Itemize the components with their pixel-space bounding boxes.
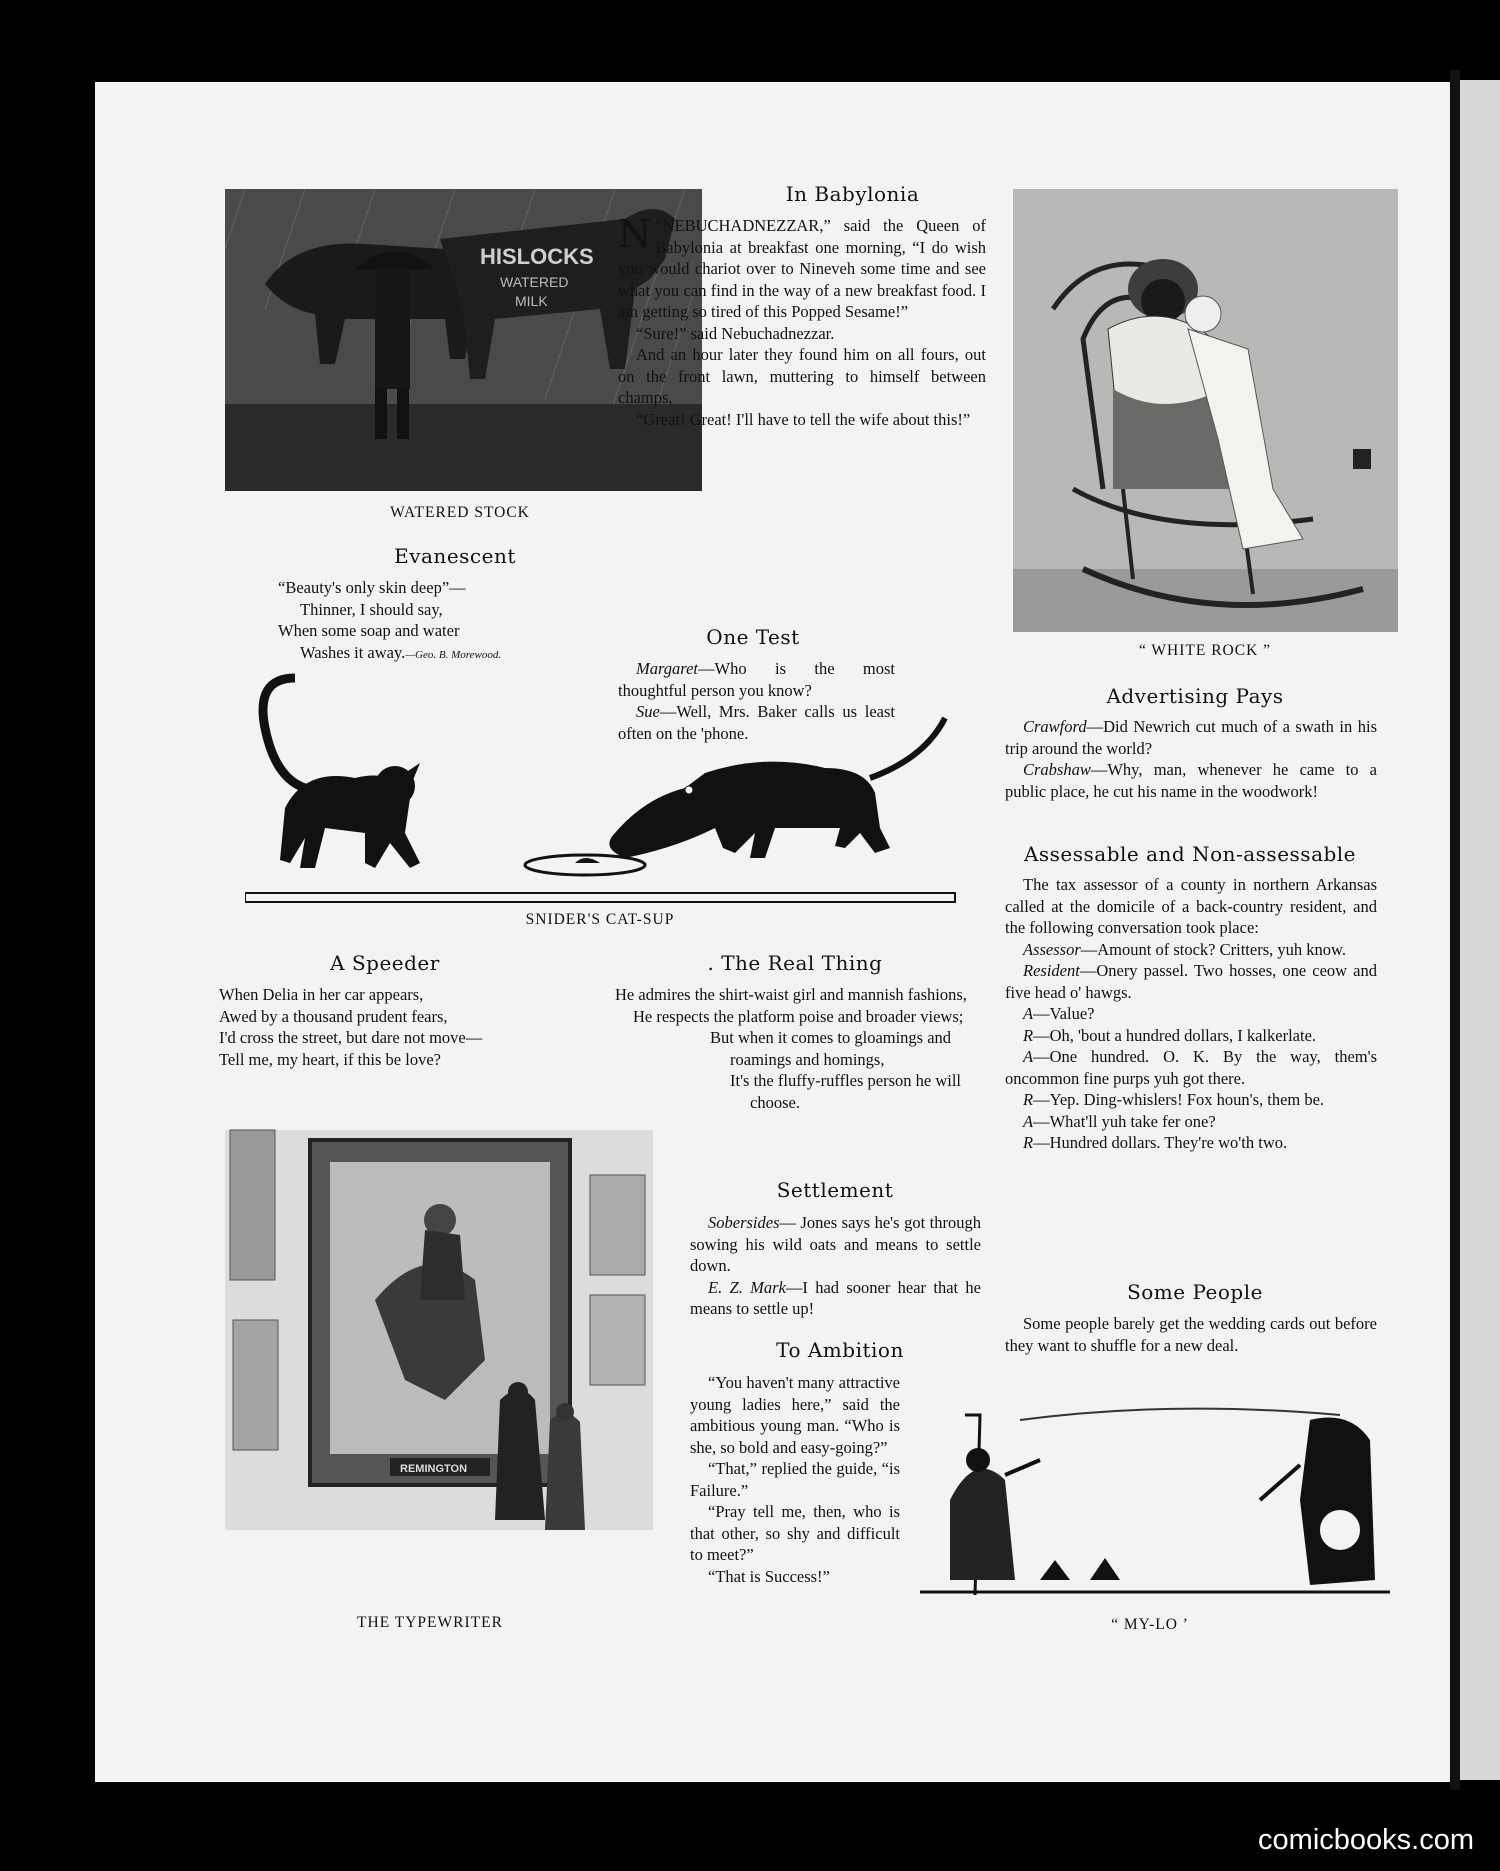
speeder-title: A Speeder xyxy=(330,951,440,975)
assessable-intro: The tax assessor of a county in northern Arkansas called at the domicile of a back-country resident, and the following conversation took place: xyxy=(1005,875,1377,937)
assessable-speaker: R xyxy=(1023,1025,1034,1045)
real-thing-line-2: He respects the platform poise and broader views; xyxy=(633,1006,964,1026)
white-rock-caption: “ WHITE ROCK ” xyxy=(1138,642,1272,659)
svg-text:MILK: MILK xyxy=(515,293,548,309)
ambition-p3: “Pray tell me, then, who is that other, so shy and difficult to meet?” xyxy=(690,1502,900,1564)
one-test-speaker-2: Sue xyxy=(636,702,660,721)
one-test-line-2: —Well, Mrs. Baker calls us least often on the 'phone. xyxy=(618,702,895,743)
speeder-line-1: When Delia in her car appears, xyxy=(219,985,424,1004)
catsup-caption: SNIDER'S CAT-SUP xyxy=(525,911,675,928)
settlement-line-1: — Jones says he's got through sowing his wild oats and means to settle down. xyxy=(690,1213,981,1275)
advertising-speaker-1: Crawford xyxy=(1023,717,1087,736)
ambition-title: To Ambition xyxy=(776,1338,904,1362)
typewriter-illustration xyxy=(225,1100,653,1560)
ambition-p1: “You haven't many attractive young ladies here,” said the ambitious young man. “Who is she, so bold and easy-going?” xyxy=(690,1373,900,1457)
evanescent-signature: —Geo. B. Morewood. xyxy=(405,648,502,661)
one-test-title: One Test xyxy=(706,625,800,649)
assessable-speech: —Yep. Ding-whislers! Fox houn's, them be. xyxy=(1033,1090,1325,1109)
evanescent-line-4-row xyxy=(278,642,608,664)
assessable-line xyxy=(1005,1111,1377,1133)
white-rock-illustration xyxy=(1013,189,1398,632)
real-thing-line-4: It's the fluffy-ruffles person he will choose. xyxy=(730,1071,962,1112)
assessable-speech: —Onery passel. Two hosses, one ceow and five head o' hawgs. xyxy=(1005,961,1377,1002)
assessable-speech: —Amount of stock? Critters, yuh know. xyxy=(1080,939,1346,959)
evanescent-line-3: When some soap and water xyxy=(278,621,460,640)
assessable-line xyxy=(1005,1025,1377,1047)
mylo-caption: “ MY-LO ’ xyxy=(1111,1616,1189,1633)
speeder-line-4: Tell me, my heart, if this be love? xyxy=(219,1049,441,1069)
advertising-title: Advertising Pays xyxy=(1106,684,1284,708)
assessable-speech: —What'll yuh take fer one? xyxy=(1033,1111,1216,1131)
some-people-title: Some People xyxy=(1127,1280,1263,1304)
svg-text:REMINGTON: REMINGTON xyxy=(400,1463,468,1475)
assessable-speech: —One hundred. O. K. By the way, them's oncommon fine purps yuh got there. xyxy=(1005,1047,1377,1088)
babylonia-text xyxy=(618,212,986,430)
one-test-speaker-1: Margaret xyxy=(636,659,699,678)
real-thing-line-1: He admires the shirt-waist girl and mannish fashions, xyxy=(615,985,967,1004)
babylonia-dropcap: N xyxy=(618,212,652,256)
settlement-line-2: —I had sooner hear that he means to settle up! xyxy=(690,1277,982,1318)
assessable-line xyxy=(1005,939,1377,961)
speeder-line-3: I'd cross the street, but dare not move— xyxy=(219,1028,483,1047)
assessable-line xyxy=(1005,1046,1377,1089)
assessable-speech: —Value? xyxy=(1033,1004,1095,1023)
assessable-line xyxy=(1005,1089,1377,1111)
watered-stock-caption: WATERED STOCK xyxy=(390,504,530,521)
settlement-title: Settlement xyxy=(776,1178,894,1202)
ambition-text xyxy=(690,1372,900,1587)
assessable-text xyxy=(1005,874,1377,1154)
catsup-illustration xyxy=(245,668,965,908)
book-spine xyxy=(1450,70,1460,1790)
speeder-line-2: Awed by a thousand prudent fears, xyxy=(219,1006,448,1026)
assessable-speaker: A xyxy=(1023,1047,1034,1066)
assessable-speaker: R xyxy=(1023,1090,1034,1109)
assessable-speaker: R xyxy=(1023,1133,1034,1152)
mylo-illustration xyxy=(920,1380,1390,1595)
svg-text:HISLOCKS: HISLOCKS xyxy=(480,244,594,269)
assessable-line xyxy=(1005,1003,1377,1025)
typewriter-plaque xyxy=(385,1458,386,1459)
real-thing-poem xyxy=(615,984,983,1113)
real-thing-line-3: But when it comes to gloamings and roamings and homings, xyxy=(710,1028,952,1069)
some-people-body: Some people barely get the wedding cards out before they want to shuffle for a new deal. xyxy=(1005,1314,1377,1355)
babylonia-p3: And an hour later they found him on all fours, out on the front lawn, muttering to himself between champs, xyxy=(618,345,986,407)
ambition-p4: “That is Success!” xyxy=(708,1566,830,1586)
facing-page-edge xyxy=(1460,80,1500,1780)
evanescent-title: Evanescent xyxy=(394,544,516,568)
assessable-title: Assessable and Non-assessable xyxy=(1023,842,1357,866)
assessable-speaker: A xyxy=(1023,1111,1034,1131)
advertising-speaker-2: Crabshaw xyxy=(1023,760,1091,779)
some-people-text xyxy=(1005,1313,1377,1356)
ambition-p2: “That,” replied the guide, “is Failure.” xyxy=(690,1459,900,1500)
assessable-speech: —Oh, 'bout a hundred dollars, I kalkerlate. xyxy=(1033,1025,1317,1045)
settlement-speaker-2: E. Z. Mark xyxy=(708,1277,786,1297)
evanescent-line-4: Washes it away. xyxy=(300,642,406,662)
babylonia-lead: “NEBUCHADNEZZAR,” said the Queen of Babylonia at breakfast one morning, “I do wish you would chariot over to Nineveh some time and see what you can find in the way of a new breakfast food. I am getting so tired of this Popped Sesame!” xyxy=(618,216,986,321)
babylonia-p2: “Sure!” said Nebuchadnezzar. xyxy=(636,323,835,343)
one-test-line-1: —Who is the most thoughtful person you know? xyxy=(618,659,895,700)
assessable-speaker: A xyxy=(1023,1004,1034,1023)
real-thing-title: . The Real Thing xyxy=(707,951,883,975)
assessable-speaker: Resident xyxy=(1023,961,1080,980)
evanescent-line-1: “Beauty's only skin deep”— xyxy=(278,578,466,597)
babylonia-title: In Babylonia xyxy=(785,182,920,206)
settlement-speaker-1: Sobersides xyxy=(708,1213,780,1232)
settlement-text xyxy=(690,1212,981,1320)
advertising-line-2: —Why, man, whenever he came to a public place, he cut his name in the woodwork! xyxy=(1005,760,1377,801)
svg-text:WATERED: WATERED xyxy=(500,274,569,290)
assessable-line xyxy=(1005,1132,1377,1154)
speeder-poem xyxy=(219,984,589,1070)
advertising-line-1: —Did Newrich cut much of a swath in his trip around the world? xyxy=(1005,717,1377,758)
babylonia-p4: “Great! Great! I'll have to tell the wife about this!” xyxy=(636,409,971,429)
typewriter-caption: THE TYPEWRITER xyxy=(357,1614,503,1631)
assessable-line xyxy=(1005,960,1377,1003)
assessable-speech: —Hundred dollars. They're wo'th two. xyxy=(1033,1133,1288,1152)
assessable-speaker: Assessor xyxy=(1023,939,1081,959)
advertising-text xyxy=(1005,716,1377,802)
evanescent-line-2: Thinner, I should say, xyxy=(300,599,443,619)
evanescent-poem xyxy=(278,577,608,663)
site-watermark: comicbooks.com xyxy=(1258,1824,1474,1856)
